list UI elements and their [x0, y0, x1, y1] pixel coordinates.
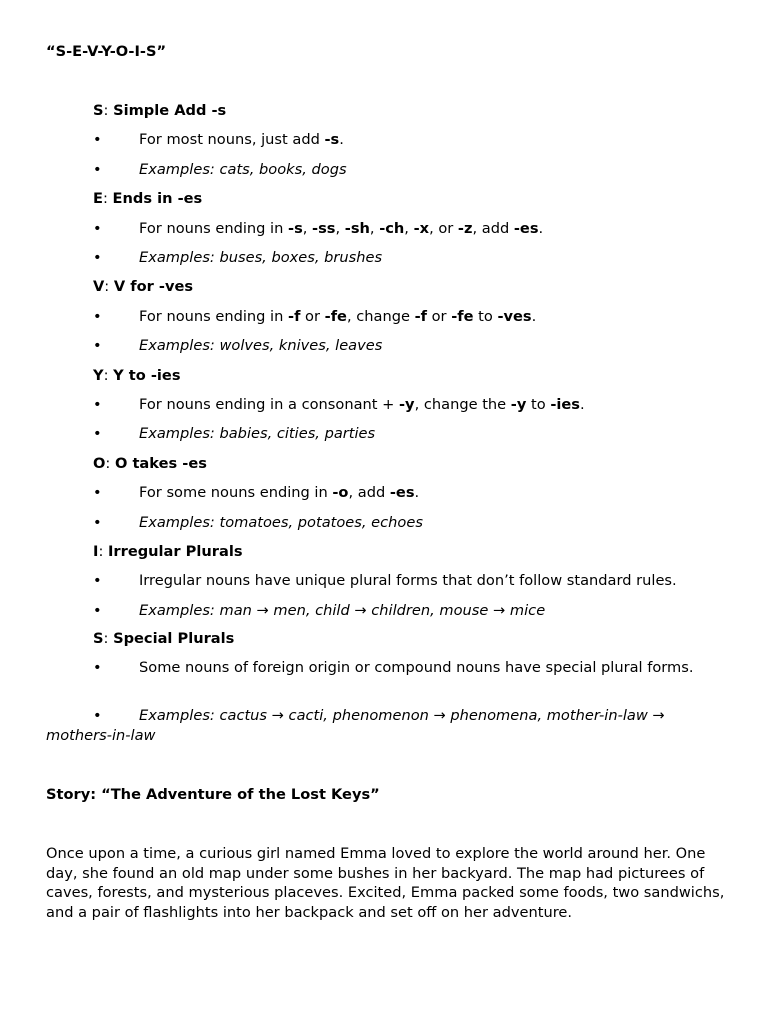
examples-text: Examples: cactus → cacti, phenomenon → phenomena, mother-in-law → mothers-in-law: [46, 707, 665, 744]
bullet: •: [93, 160, 102, 178]
section-heading-s: [93, 101, 226, 120]
rule-suffix: -f: [288, 307, 301, 325]
rule-fragment: For nouns ending in a consonant +: [139, 396, 399, 413]
heading-text: Y to -ies: [113, 366, 181, 384]
bullet: •: [93, 572, 102, 590]
heading-text: O takes -es: [114, 454, 207, 472]
rule-fragment: or: [300, 307, 325, 325]
heading-text: Special Plurals: [113, 630, 235, 647]
rule-suffix: -y: [510, 396, 527, 413]
rule-text: [139, 308, 536, 325]
heading-separator: :: [103, 366, 114, 384]
rule-suffix: -ves: [497, 307, 532, 325]
heading-letter: S: [93, 630, 104, 647]
examples-text: Examples: babies, cities, parties: [139, 425, 376, 443]
bullet: •: [93, 707, 102, 724]
rule-suffix: -ss: [312, 219, 336, 237]
rule-fragment: , change the: [414, 396, 511, 413]
rule-suffix: -f: [414, 307, 427, 325]
rule-fragment: For nouns ending in: [139, 307, 289, 325]
rule-suffix: -es: [389, 484, 415, 502]
rule-text: Some nouns of foreign origin or compound nouns have special plural forms.: [139, 659, 694, 676]
rule-fragment: For nouns ending in: [139, 219, 289, 237]
rule-suffix: -s: [324, 131, 340, 149]
bullet: •: [93, 219, 102, 237]
rule-fragment: to: [526, 396, 551, 413]
bullet: •: [93, 249, 102, 266]
examples-line: [93, 336, 382, 355]
rule-fragment: , add: [348, 484, 390, 502]
rule-suffix: -o: [332, 484, 349, 502]
rule-line-special: [46, 658, 726, 678]
rule-line: [93, 395, 585, 414]
rule-fragment: ,: [302, 219, 313, 237]
rule-fragment: .: [579, 396, 585, 413]
rule-suffix: -y: [399, 396, 415, 413]
examples-line: [93, 513, 423, 532]
rule-fragment: , add: [472, 219, 514, 237]
heading-text: Simple Add -s: [113, 102, 227, 119]
rule-suffix: -ch: [379, 219, 405, 237]
examples-line: [93, 601, 545, 620]
heading-letter: Y: [93, 366, 104, 384]
heading-letter: V: [93, 278, 105, 296]
bullet: •: [93, 396, 102, 413]
bullet: •: [93, 337, 102, 355]
bullet: •: [93, 484, 102, 502]
section-heading-special: [93, 629, 234, 648]
rule-fragment: ,: [404, 219, 414, 237]
rule-text: [139, 572, 677, 589]
rule-line: [93, 483, 419, 502]
section-heading-v: [93, 277, 193, 296]
examples-text: Examples: tomatoes, potatoes, echoes: [139, 513, 423, 531]
rule-suffix: -x: [413, 219, 430, 237]
rule-fragment: to: [473, 307, 498, 325]
examples-text: Examples: man → men, child → children, mouse → mice: [139, 601, 546, 619]
rule-fragment: ,: [335, 219, 345, 237]
rule-fragment: , change: [346, 307, 415, 325]
story-body: Once upon a time, a curious girl named Emma loved to explore the world around her. One day, she found an old map under some bushes in her backyard. The map had picturees of caves, forests, and mysterious placeves. Excited, Emma packed some foods, two sandwichs, and a pair of flashlights into her backpack and set off on her adventure.: [46, 845, 725, 921]
rule-suffix: -s: [288, 219, 303, 237]
section-heading-e: [93, 189, 202, 208]
heading-separator: :: [103, 102, 114, 119]
rule-fragment: , or: [429, 219, 458, 237]
examples-line: [93, 160, 347, 179]
document-title: “S-E-V-Y-O-I-S”: [46, 43, 167, 60]
heading-text: Irregular Plurals: [108, 543, 243, 560]
bullet: •: [93, 659, 102, 676]
rule-fragment: ,: [369, 219, 380, 237]
bullet: •: [93, 131, 102, 149]
bullet: •: [93, 425, 102, 443]
heading-separator: :: [103, 630, 114, 647]
rule-line: [93, 219, 543, 238]
examples-line: [93, 424, 375, 443]
heading-separator: :: [98, 543, 108, 560]
rule-fragment: .: [538, 219, 544, 237]
examples-line-special: [46, 706, 726, 745]
heading-letter: E: [93, 190, 103, 208]
section-heading-y: [93, 366, 181, 385]
bullet: •: [93, 307, 102, 325]
rule-fragment: .: [414, 484, 420, 502]
rule-fragment: or: [426, 307, 452, 325]
bullet: •: [93, 601, 102, 619]
heading-separator: :: [105, 454, 115, 472]
section-heading-i: [93, 542, 243, 561]
section-heading-o: [93, 454, 207, 473]
rule-suffix: -ies: [550, 396, 580, 413]
heading-separator: :: [104, 278, 114, 296]
bullet: •: [93, 513, 102, 531]
rule-fragment: .: [531, 307, 537, 325]
rule-line: [93, 571, 677, 590]
rule-fragment: For some nouns ending in: [139, 484, 333, 502]
examples-text: Examples: buses, boxes, brushes: [139, 249, 383, 266]
rule-fragment: Irregular nouns have unique plural forms that don’t follow standard rules.: [139, 572, 677, 590]
rule-line: [93, 307, 536, 326]
rule-suffix: -fe: [324, 307, 347, 325]
heading-letter: O: [93, 454, 106, 472]
heading-letter: I: [93, 543, 99, 560]
rule-line: [93, 130, 344, 149]
examples-line: [93, 248, 382, 267]
examples-text: Examples: wolves, knives, leaves: [139, 337, 383, 355]
rule-suffix: -sh: [344, 219, 370, 237]
rule-fragment: For most nouns, just add: [139, 131, 325, 149]
examples-text: Examples: cats, books, dogs: [139, 160, 347, 178]
rule-text: [139, 396, 585, 413]
heading-separator: :: [102, 190, 113, 208]
heading-text: V for -ves: [113, 278, 194, 296]
heading-text: Ends in -es: [112, 190, 203, 208]
rule-suffix: -fe: [451, 307, 474, 325]
heading-letter: S: [93, 102, 104, 119]
rule-suffix: -z: [457, 219, 473, 237]
story-title: Story: “The Adventure of the Lost Keys”: [46, 786, 380, 803]
rule-fragment: .: [339, 131, 344, 149]
rule-text: [139, 220, 543, 237]
rule-suffix: -es: [513, 219, 539, 237]
rule-text: [139, 484, 419, 501]
rule-text: [139, 131, 344, 148]
